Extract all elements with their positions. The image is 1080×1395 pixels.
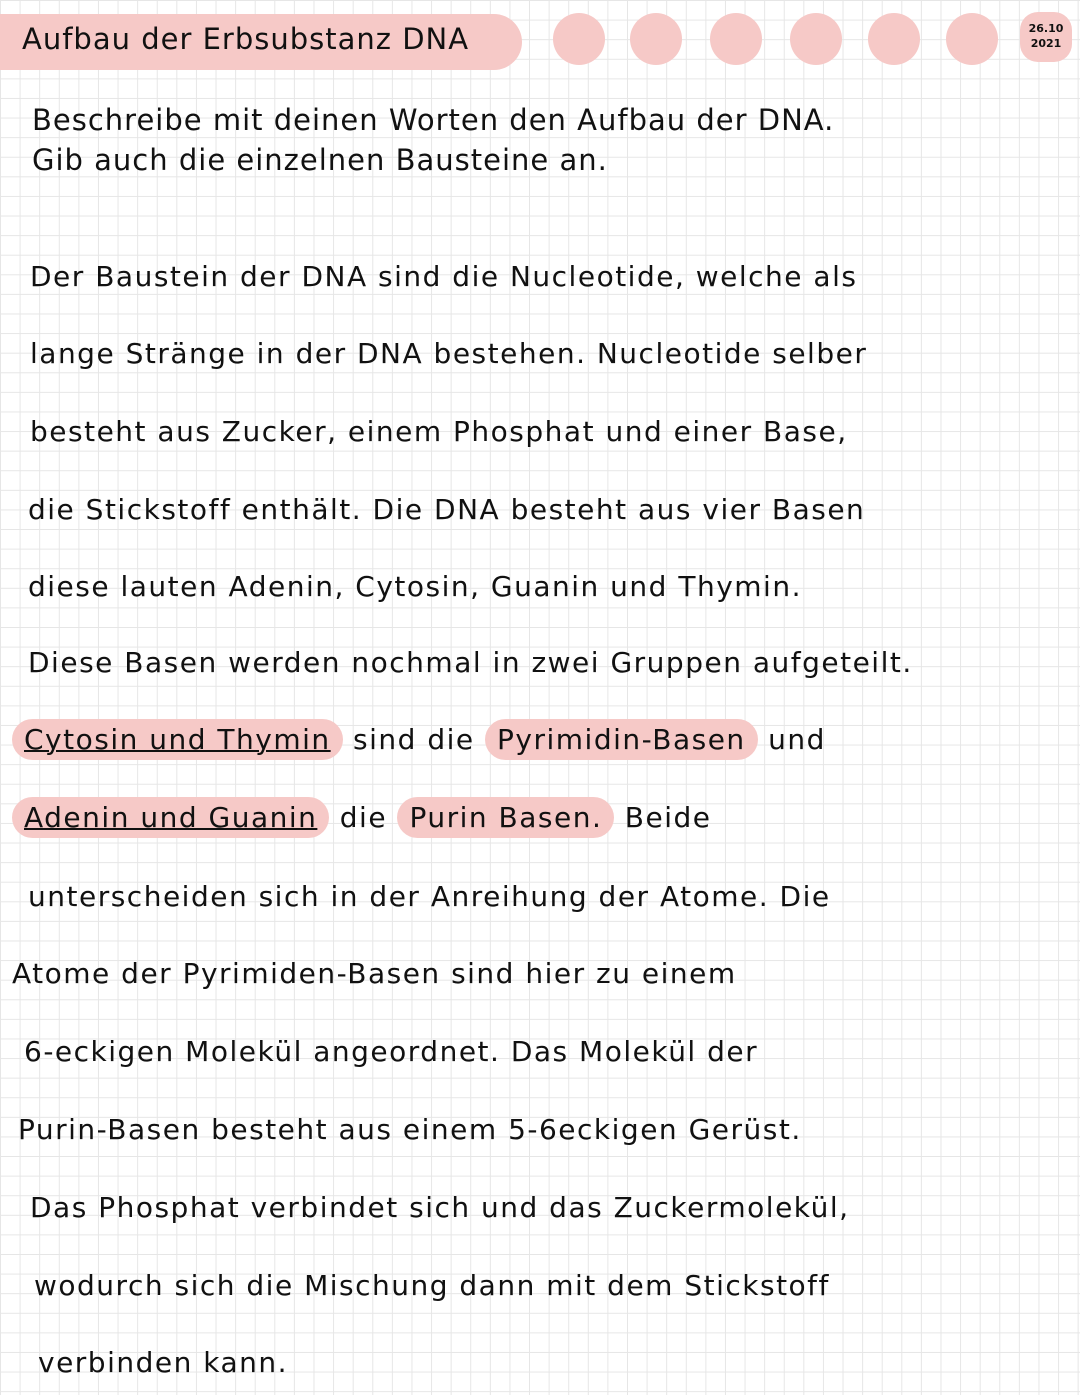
highlight-pyrimidine-bases: Cytosin und Thymin (12, 719, 343, 760)
answer-line: 6-eckigen Molekül angeordnet. Das Molekül der (24, 1035, 759, 1068)
highlight-purine-bases: Adenin und Guanin (12, 797, 329, 838)
decor-dot (553, 13, 605, 65)
highlight-pyrimidin-label: Pyrimidin-Basen (485, 719, 758, 760)
highlight-purin-label: Purin Basen. (397, 797, 614, 838)
task-line: Gib auch die einzelnen Bausteine an. (32, 143, 608, 177)
decor-dot (946, 13, 998, 65)
date-badge (1020, 12, 1072, 62)
answer-text: und (768, 723, 826, 756)
answer-line: besteht aus Zucker, einem Phosphat und einer Base, (30, 415, 848, 448)
task-prompt (32, 100, 834, 180)
answer-line: Der Baustein der DNA sind die Nucleotide, welche als (30, 260, 858, 293)
answer-line (12, 720, 826, 760)
answer-line: unterscheiden sich in der Anreihung der Atome. Die (28, 880, 831, 913)
answer-line: Atome der Pyrimiden-Basen sind hier zu einem (12, 957, 737, 990)
answer-line: diese lauten Adenin, Cytosin, Guanin und Thymin. (28, 570, 802, 603)
page-title: Aufbau der Erbsubstanz DNA (22, 22, 470, 56)
answer-line: verbinden kann. (38, 1346, 289, 1379)
date-day: 26.10 (1028, 22, 1064, 35)
answer-line: lange Stränge in der DNA bestehen. Nucleotide selber (30, 337, 868, 370)
answer-line: wodurch sich die Mischung dann mit dem Stickstoff (34, 1269, 830, 1302)
date-year: 2021 (1030, 37, 1062, 50)
answer-text: Beide (624, 801, 712, 834)
answer-line: die Stickstoff enthält. Die DNA besteht aus vier Basen (28, 493, 866, 526)
answer-line (12, 798, 712, 838)
answer-text: die (339, 801, 388, 834)
decor-dot (710, 13, 762, 65)
answer-line: Diese Basen werden nochmal in zwei Gruppen aufgeteilt. (28, 646, 913, 679)
answer-line: Das Phosphat verbindet sich und das Zuckermolekül, (30, 1191, 850, 1224)
task-line: Beschreibe mit deinen Worten den Aufbau der DNA. (32, 103, 835, 137)
decor-dot (790, 13, 842, 65)
decor-dot (868, 13, 920, 65)
decor-dot (630, 13, 682, 65)
answer-text: sind die (353, 723, 475, 756)
answer-line: Purin-Basen besteht aus einem 5-6eckigen Gerüst. (18, 1113, 802, 1146)
